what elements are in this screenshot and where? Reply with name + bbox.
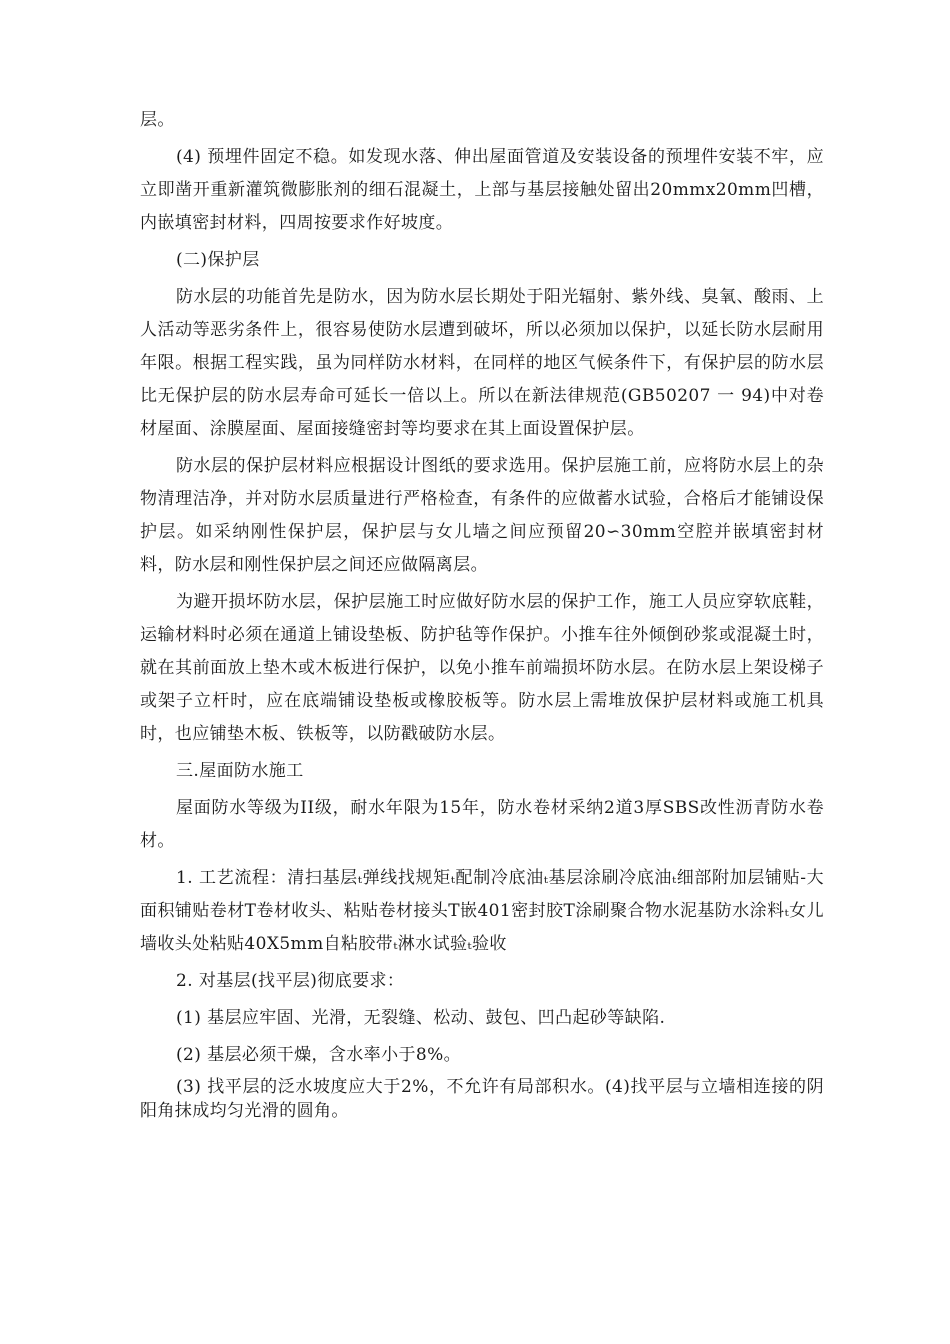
paragraph-item-4: (4) 预埋件固定不稳。如发现水落、伸出屋面管道及安装设备的预埋件安装不牢，应立即凿开重新灌筑微膨胀剂的细石混凝土，上部与基层接触处留出20mmx20mm凹槽，内嵌填密封材料，四周按要求作好坡度。: [140, 147, 824, 233]
section-heading-roof-waterproofing: 三.屋面防水施工: [176, 761, 304, 781]
paragraph-roof-grade: 屋面防水等级为II级，耐水年限为15年，防水卷材采纳2道3厚SBS改性沥青防水卷材。: [140, 798, 824, 851]
paragraph-process-flow: 1. 工艺流程：清扫基层ₜ弹线找规矩ₜ配制冷底油ₜ基层涂刷冷底油ₜ细部附加层铺贴-大面积铺贴卷材T卷材收头、粘贴卷材接头T嵌401密封胶T涂刷聚合物水泥基防水涂料ₜ女儿墙收头处粘贴40X5mm自粘胶带ₜ淋水试验ₜ验收: [140, 868, 824, 954]
paragraph-protection-material: 防水层的保护层材料应根据设计图纸的要求选用。保护层施工前，应将防水层上的杂物清理洁净，并对防水层质量进行严格检查，有条件的应做蓄水试验，合格后才能铺设保护层。如采纳刚性保护层，保护层与女儿墙之间应预留20∽30mm空腔并嵌填密封材料，防水层和刚性保护层之间还应做隔离层。: [140, 456, 824, 575]
paragraph-protection-work: 为避开损坏防水层，保护层施工时应做好防水层的保护工作，施工人员应穿软底鞋，运输材料时必须在通道上铺设垫板、防护毡等作保护。小推车往外倾倒砂浆或混凝土时，就在其前面放上垫木或木板进行保护，以免小推车前端损坏防水层。在防水层上架设梯子或架子立杆时，应在底端铺设垫板或橡胶板等。防水层上需堆放保护层材料或施工机具时，也应铺垫木板、铁板等，以防戳破防水层。: [140, 592, 824, 744]
paragraph-continuation: 层。: [140, 110, 175, 130]
list-item-base-2: (2) 基层必须干燥，含水率小于8%。: [176, 1045, 462, 1065]
document-page: [140, 104, 824, 1123]
list-item-base-1: (1) 基层应牢固、光滑，无裂缝、松动、鼓包、凹凸起砂等缺陷.: [176, 1008, 666, 1028]
section-heading-protection: (二)保护层: [176, 250, 260, 270]
list-item-base-3-4: (3) 找平层的泛水坡度应大于2%，不允许有局部积水。(4)找平层与立墙相连接的阴阳角抹成均匀光滑的圆角。: [140, 1077, 824, 1121]
paragraph-base-requirements: 2. 对基层(找平层)彻底要求：: [176, 971, 405, 991]
paragraph-protection-function: 防水层的功能首先是防水，因为防水层长期处于阳光辐射、紫外线、臭氧、酸雨、上人活动等恶劣条件上，很容易使防水层遭到破坏，所以必须加以保护，以延长防水层耐用年限。根据工程实践，虽为同样防水材料，在同样的地区气候条件下，有保护层的防水层比无保护层的防水层寿命可延长一倍以上。所以在新法律规范(GB50207 一 94)中对卷材屋面、涂膜屋面、屋面接缝密封等均要求在其上面设置保护层。: [140, 287, 824, 439]
